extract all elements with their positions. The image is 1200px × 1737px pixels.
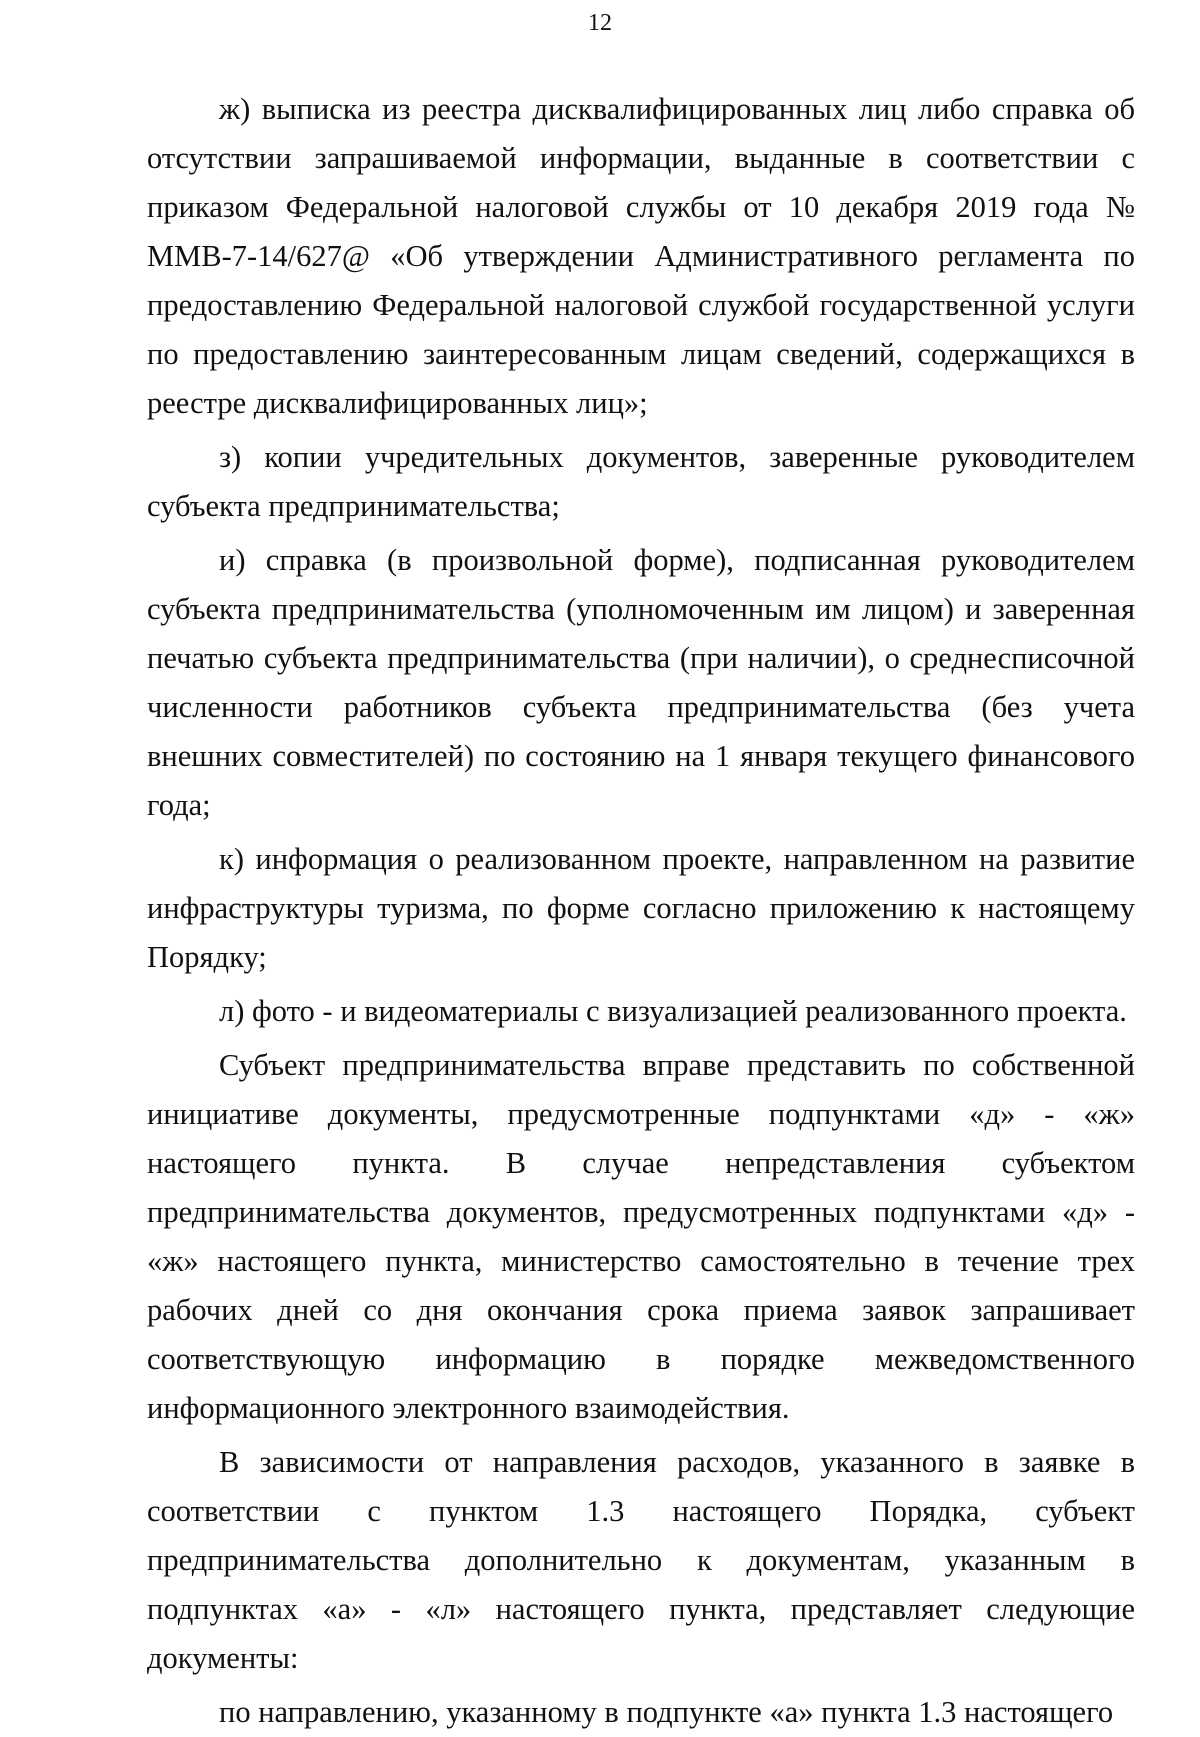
document-body: [147, 85, 1135, 1737]
paragraph-direction-a: по направлению, указанному в подпункте «а» пункта 1.3 настоящего: [219, 1695, 1114, 1729]
paragraph-item-z: з) копии учредительных документов, заверенные руководителем субъекта предпринимательства;: [147, 440, 1135, 523]
paragraph-item-i: и) справка (в произвольной форме), подписанная руководителем субъекта предпринимательства (уполномоченным им лицом) и заверенная печатью субъекта предпринимательства (при наличии), о среднесписочной численности работников субъекта предпринимательства (без учета внешних совместителей) по состоянию на 1 января текущего финансового года;: [147, 543, 1135, 822]
page-number: 12: [588, 10, 612, 36]
paragraph-item-zh: ж) выписка из реестра дисквалифицированных лиц либо справка об отсутствии запрашиваемой информации, выданные в соответствии с приказом Федеральной налоговой службы от 10 декабря 2019 года № ММВ-7-14/627@ «Об утверждении Административного регламента по предоставлению Федеральной налоговой службой государственной услуги по предоставлению заинтересованным лицам сведений, содержащихся в реестре дисквалифицированных лиц»;: [147, 92, 1135, 420]
paragraph-item-k: к) информация о реализованном проекте, направленном на развитие инфраструктуры туризма, по форме согласно приложению к настоящему Порядку;: [147, 842, 1135, 974]
paragraph-expense-direction: В зависимости от направления расходов, указанного в заявке в соответствии с пунктом 1.3 настоящего Порядка, субъект предпринимательства дополнительно к документам, указанным в подпунктах «а» - «л» настоящего пункта, представляет следующие документы:: [147, 1445, 1135, 1675]
paragraph-item-l: л) фото - и видеоматериалы с визуализацией реализованного проекта.: [219, 994, 1127, 1028]
paragraph-own-initiative: Субъект предпринимательства вправе представить по собственной инициативе документы, предусмотренные подпунктами «д» - «ж» настоящего пункта. В случае непредставления субъектом предпринимательства документов, предусмотренных подпунктами «д» - «ж» настоящего пункта, министерство самостоятельно в течение трех рабочих дней со дня окончания срока приема заявок запрашивает соответствующую информацию в порядке межведомственного информационного электронного взаимодействия.: [147, 1048, 1135, 1425]
